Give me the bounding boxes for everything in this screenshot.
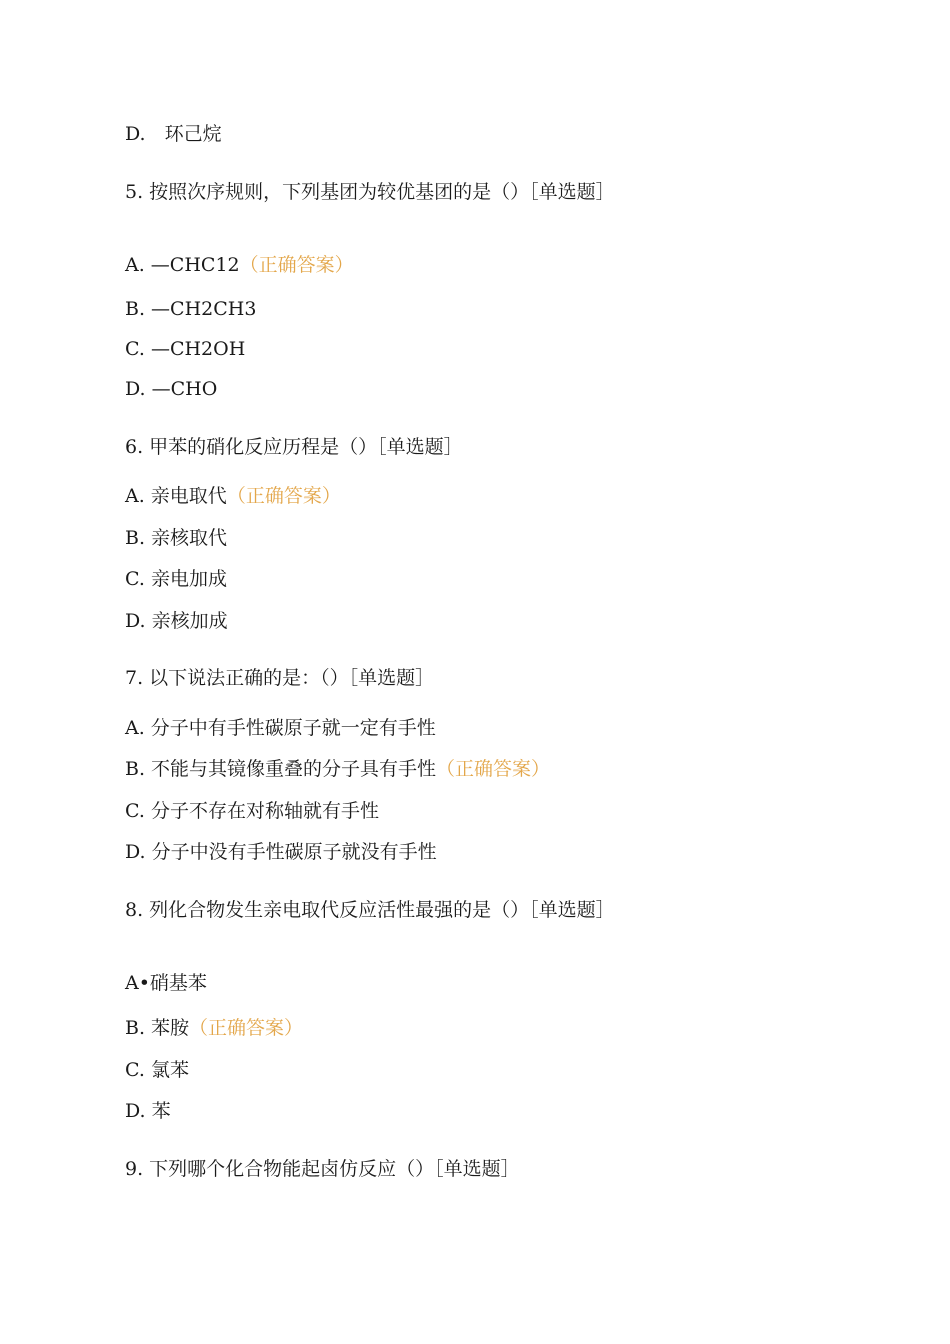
option-a-q6 [125, 484, 341, 508]
option-text: A. 分子中有手性碳原子就一定有手性 [125, 717, 436, 739]
question-text: 6. 甲苯的硝化反应历程是（）［单选题］ [125, 436, 463, 458]
option-d-q6 [125, 609, 228, 633]
option-text: D. 环己烷 [125, 123, 222, 145]
question-8 [125, 898, 645, 922]
option-text: D. 苯 [125, 1100, 171, 1122]
option-text: C. 氯苯 [125, 1059, 189, 1081]
option-b-q7 [125, 757, 550, 781]
option-text: B. 不能与其镜像重叠的分子具有手性 [125, 758, 437, 780]
question-6 [125, 435, 463, 459]
correct-answer-mark: （正确答案） [239, 254, 354, 276]
option-text: B. 苯胺 [125, 1017, 190, 1039]
question-text: 8. 列化合物发生亲电取代反应活性最强的是（）［单选题］ [125, 899, 615, 921]
correct-answer-mark: （正确答案） [189, 1017, 304, 1039]
option-text: B. —CH2CH3 [125, 298, 257, 320]
option-text: B. 亲核取代 [125, 527, 228, 549]
option-text: D. 亲核加成 [125, 610, 228, 632]
option-text: C. 亲电加成 [125, 568, 227, 590]
option-a-q5 [125, 253, 354, 277]
question-9 [125, 1157, 520, 1181]
option-c-q5 [125, 337, 245, 361]
option-a-q8 [125, 971, 207, 995]
option-text: A. —CHC12 [125, 254, 240, 276]
correct-answer-mark: （正确答案） [226, 485, 341, 507]
option-d-q8 [125, 1099, 171, 1123]
option-b-q5 [125, 297, 256, 321]
option-text: C. —CH2OH [125, 338, 246, 360]
option-text: A•硝基苯 [125, 972, 207, 994]
option-text: C. 分子不存在对称轴就有手性 [125, 800, 379, 822]
option-text: A. 亲电取代 [125, 485, 227, 507]
option-d-q7 [125, 840, 437, 864]
option-text: D. 分子中没有手性碳原子就没有手性 [125, 841, 437, 863]
question-text: 9. 下列哪个化合物能起卤仿反应（）［单选题］ [125, 1158, 520, 1180]
option-text: D. —CHO [125, 378, 218, 400]
question-5 [125, 180, 645, 204]
correct-answer-mark: （正确答案） [436, 758, 551, 780]
option-d-q4 [125, 122, 222, 146]
option-c-q8 [125, 1058, 189, 1082]
option-a-q7 [125, 716, 436, 740]
option-d-q5 [125, 377, 217, 401]
option-b-q8 [125, 1016, 303, 1040]
option-c-q7 [125, 799, 379, 823]
option-c-q6 [125, 567, 227, 591]
question-7 [125, 666, 434, 690]
question-text: 5. 按照次序规则，下列基团为较优基团的是（）［单选题］ [125, 181, 615, 203]
question-text: 7. 以下说法正确的是：（）［单选题］ [125, 667, 435, 689]
option-b-q6 [125, 526, 227, 550]
